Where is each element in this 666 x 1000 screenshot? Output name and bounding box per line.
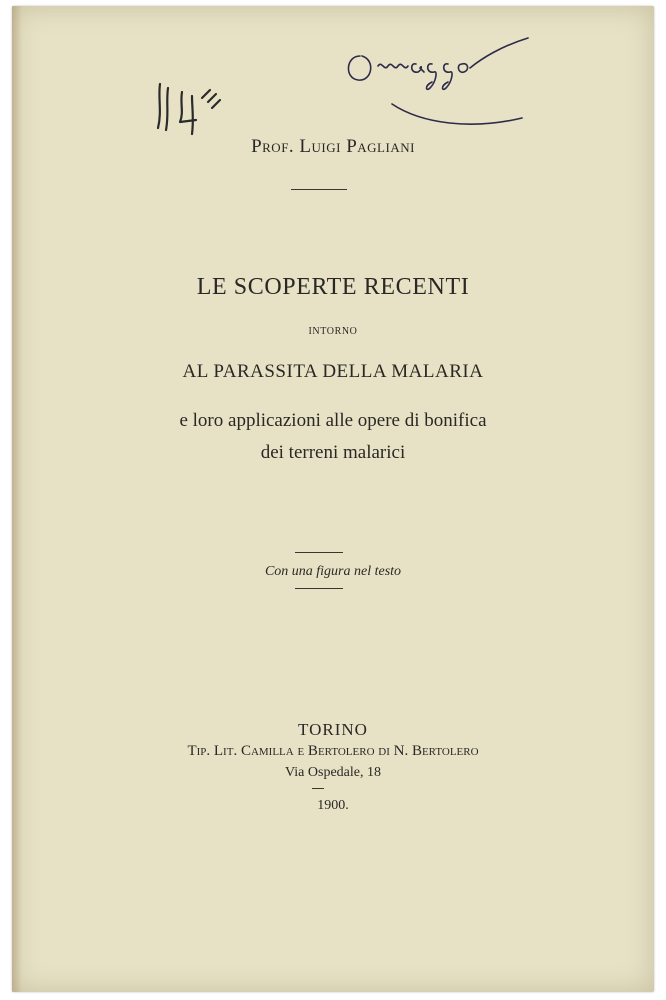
title-line-3: e loro applicazioni alle opere di bonifica	[179, 410, 487, 431]
title-line-1: LE SCOPERTE RECENTI	[196, 274, 470, 300]
imprint-address: Via Ospedale, 18	[285, 765, 381, 780]
divider-note-bottom	[295, 588, 343, 589]
title-line-4: dei terreni malarici	[260, 442, 406, 463]
author-name: Prof. Luigi Pagliani	[251, 136, 415, 157]
title-line-2: AL PARASSITA DELLA MALARIA	[182, 361, 484, 382]
pencil-shelf-mark	[150, 78, 228, 140]
imprint-year: 1900.	[317, 798, 349, 813]
figure-note: Con una figura nel testo	[264, 564, 402, 579]
imprint-city: TORINO	[298, 720, 368, 739]
book-cover	[12, 6, 654, 992]
divider-year	[312, 788, 324, 789]
divider-note-top	[295, 552, 343, 553]
imprint-printer: Tip. Lit. Camilla e Bertolero di N. Bertolero	[187, 743, 479, 759]
title-connector: INTORNO	[308, 326, 358, 337]
handwritten-signature	[332, 26, 542, 136]
divider-top	[291, 189, 347, 190]
